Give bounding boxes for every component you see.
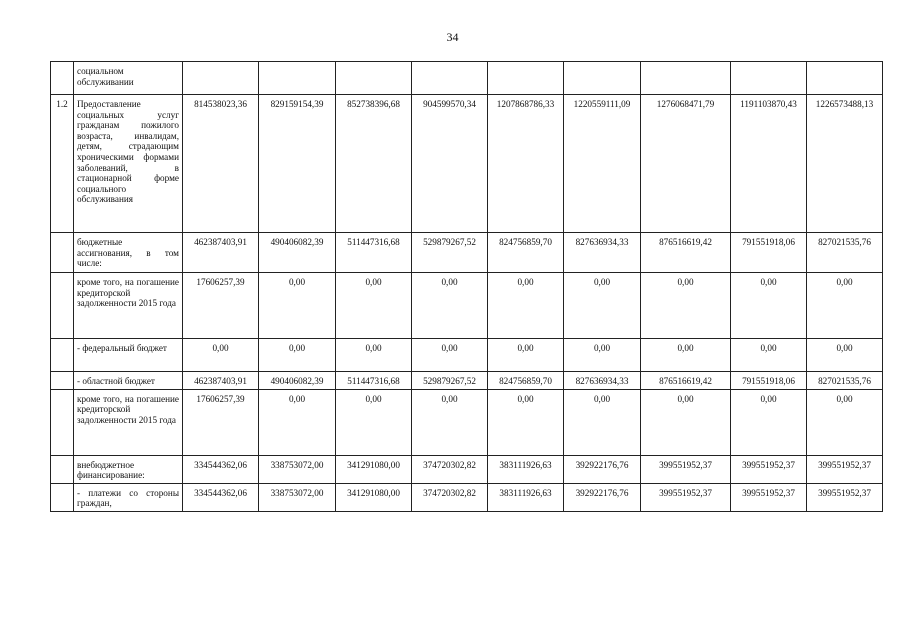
row-label: кроме того, на погашение кредиторской задолженности 2015 года <box>74 273 183 339</box>
value-cell: 0,00 <box>259 273 336 339</box>
value-cell: 392922176,76 <box>564 455 641 483</box>
value-cell: 511447316,68 <box>336 372 412 390</box>
value-cell: 399551952,37 <box>641 455 731 483</box>
value-cell: 1220559111,09 <box>564 95 641 233</box>
value-cell: 0,00 <box>641 273 731 339</box>
row-label: бюджетные ассигнования, в том числе: <box>74 233 183 273</box>
row-label: - областной бюджет <box>74 372 183 390</box>
value-cell: 852738396,68 <box>336 95 412 233</box>
row-index <box>51 62 74 95</box>
value-cell: 827636934,33 <box>564 233 641 273</box>
value-cell: 0,00 <box>807 389 883 455</box>
value-cell <box>807 62 883 95</box>
value-cell: 0,00 <box>412 389 488 455</box>
value-cell: 399551952,37 <box>731 455 807 483</box>
value-cell <box>412 62 488 95</box>
value-cell: 529879267,52 <box>412 372 488 390</box>
table-row <box>51 455 883 483</box>
value-cell: 529879267,52 <box>412 233 488 273</box>
value-cell: 334544362,06 <box>183 483 259 511</box>
table-row <box>51 62 883 95</box>
value-cell: 0,00 <box>336 273 412 339</box>
value-cell: 0,00 <box>183 339 259 372</box>
value-cell: 0,00 <box>807 339 883 372</box>
value-cell <box>259 62 336 95</box>
value-cell: 0,00 <box>564 339 641 372</box>
value-cell: 0,00 <box>488 389 564 455</box>
value-cell: 827021535,76 <box>807 372 883 390</box>
value-cell: 829159154,39 <box>259 95 336 233</box>
value-cell: 338753072,00 <box>259 483 336 511</box>
value-cell: 383111926,63 <box>488 483 564 511</box>
value-cell: 904599570,34 <box>412 95 488 233</box>
table-row <box>51 389 883 455</box>
row-index <box>51 339 74 372</box>
value-cell: 814538023,36 <box>183 95 259 233</box>
row-index <box>51 455 74 483</box>
value-cell <box>731 62 807 95</box>
value-cell: 1276068471,79 <box>641 95 731 233</box>
row-index <box>51 372 74 390</box>
value-cell: 399551952,37 <box>807 483 883 511</box>
value-cell: 0,00 <box>731 389 807 455</box>
value-cell: 824756859,70 <box>488 233 564 273</box>
value-cell: 0,00 <box>336 389 412 455</box>
table-row <box>51 483 883 511</box>
value-cell: 791551918,06 <box>731 233 807 273</box>
value-cell: 341291080,00 <box>336 483 412 511</box>
value-cell: 0,00 <box>731 339 807 372</box>
value-cell: 0,00 <box>564 273 641 339</box>
row-index: 1.2 <box>51 95 74 233</box>
value-cell: 1191103870,43 <box>731 95 807 233</box>
value-cell: 0,00 <box>807 273 883 339</box>
value-cell: 17606257,39 <box>183 389 259 455</box>
value-cell: 0,00 <box>336 339 412 372</box>
row-index <box>51 233 74 273</box>
value-cell: 0,00 <box>259 389 336 455</box>
value-cell: 0,00 <box>412 273 488 339</box>
row-label: - федеральный бюджет <box>74 339 183 372</box>
value-cell: 490406082,39 <box>259 233 336 273</box>
value-cell: 392922176,76 <box>564 483 641 511</box>
value-cell: 462387403,91 <box>183 233 259 273</box>
row-label: кроме того, на погашение кредиторской задолженности 2015 года <box>74 389 183 455</box>
table-row <box>51 95 883 233</box>
value-cell: 827636934,33 <box>564 372 641 390</box>
row-index <box>51 389 74 455</box>
value-cell: 374720302,82 <box>412 455 488 483</box>
budget-table <box>50 61 883 512</box>
value-cell <box>564 62 641 95</box>
row-label: внебюджетное финансирование: <box>74 455 183 483</box>
value-cell: 462387403,91 <box>183 372 259 390</box>
row-label: - платежи со стороны граждан, <box>74 483 183 511</box>
page-number: 34 <box>446 30 459 44</box>
value-cell: 876516619,42 <box>641 233 731 273</box>
value-cell: 1226573488,13 <box>807 95 883 233</box>
value-cell: 0,00 <box>488 339 564 372</box>
value-cell <box>336 62 412 95</box>
value-cell: 17606257,39 <box>183 273 259 339</box>
value-cell: 338753072,00 <box>259 455 336 483</box>
value-cell: 399551952,37 <box>807 455 883 483</box>
row-label: социальном обслуживании <box>74 62 183 95</box>
value-cell: 0,00 <box>641 339 731 372</box>
table-row <box>51 233 883 273</box>
value-cell: 0,00 <box>488 273 564 339</box>
value-cell: 490406082,39 <box>259 372 336 390</box>
value-cell: 824756859,70 <box>488 372 564 390</box>
row-index <box>51 273 74 339</box>
table-row <box>51 273 883 339</box>
value-cell: 383111926,63 <box>488 455 564 483</box>
value-cell <box>183 62 259 95</box>
row-index <box>51 483 74 511</box>
value-cell: 0,00 <box>259 339 336 372</box>
value-cell: 399551952,37 <box>731 483 807 511</box>
value-cell: 791551918,06 <box>731 372 807 390</box>
value-cell: 374720302,82 <box>412 483 488 511</box>
value-cell: 334544362,06 <box>183 455 259 483</box>
table-body <box>51 62 883 512</box>
value-cell <box>488 62 564 95</box>
value-cell: 0,00 <box>641 389 731 455</box>
row-label: Предоставление социальных услуг гражданам пожилого возраста, инвалидам, детям, страдающим хроническими формами заболеваний, в стационарной форме социального обслуживания <box>74 95 183 233</box>
table-row <box>51 372 883 390</box>
value-cell: 399551952,37 <box>641 483 731 511</box>
value-cell: 0,00 <box>564 389 641 455</box>
value-cell: 0,00 <box>412 339 488 372</box>
value-cell: 876516619,42 <box>641 372 731 390</box>
value-cell: 1207868786,33 <box>488 95 564 233</box>
value-cell <box>641 62 731 95</box>
value-cell: 511447316,68 <box>336 233 412 273</box>
value-cell: 827021535,76 <box>807 233 883 273</box>
value-cell: 341291080,00 <box>336 455 412 483</box>
table-row <box>51 339 883 372</box>
value-cell: 0,00 <box>731 273 807 339</box>
